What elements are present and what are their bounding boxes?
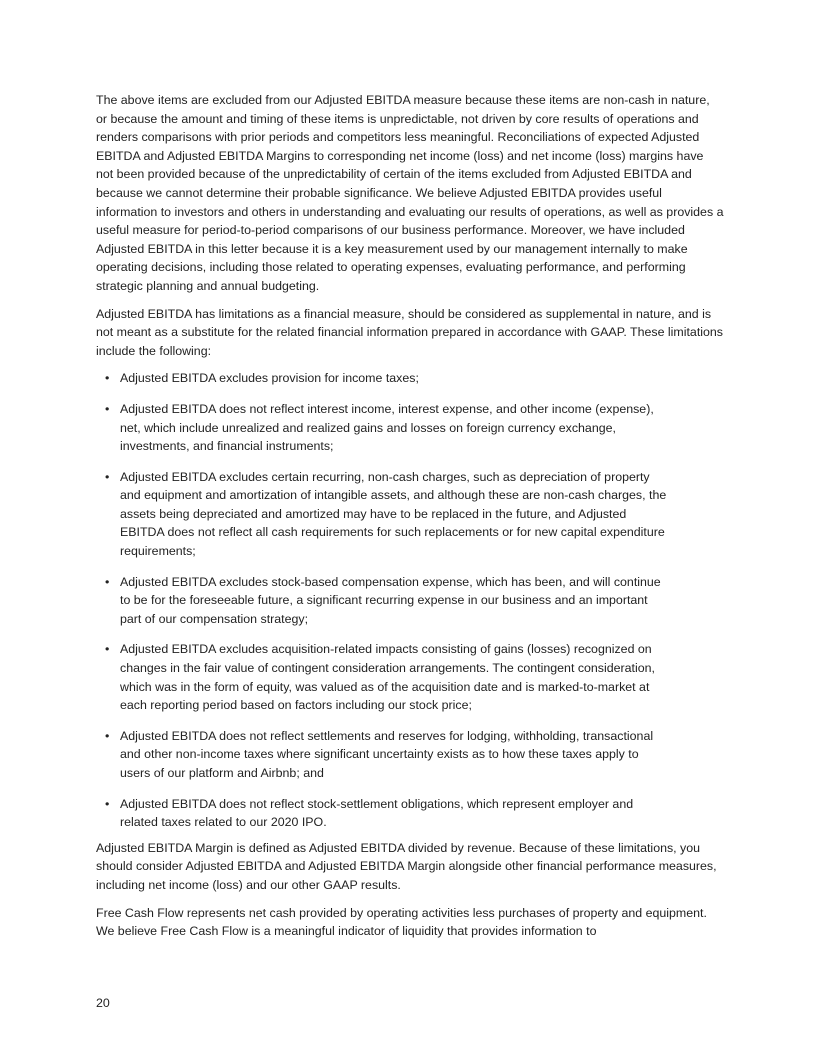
- paragraph-limitations-intro: Adjusted EBITDA has limitations as a financial measure, should be considered as supplemental in nature, and is not meant as a substitute for the related financial information prepared in accordance with GAAP. These limitations include the following:: [96, 306, 723, 358]
- list-item-text: Adjusted EBITDA does not reflect stock-settlement obligations, which represent employer and related taxes related to our 2020 IPO.: [120, 796, 634, 830]
- paragraph-exclusions: The above items are excluded from our Adjusted EBITDA measure because these items are non-cash in nature, or because the amount and timing of these items is unpredictable, not driven by core results of operations and renders comparisons with prior periods and competitors less meaningful. Reconciliations of expected Adjusted EBITDA and Adjusted EBITDA Margins to corresponding net income (loss) and net income (loss) margins have not been provided because of the unpredictability of certain of the items excluded from Adjusted EBITDA and because we cannot determine their probable significance. We believe Adjusted EBITDA provides useful information to investors and others in understanding and evaluating our results of operations, as well as provides a useful measure for period-to-period comparisons of our business performance. Moreover, we have included Adjusted EBITDA in this letter because it is a key measurement used by our management internally to make operating decisions, including those related to operating expenses, evaluating performance, and performing strategic planning and annual budgeting.: [96, 93, 724, 293]
- list-item: [96, 640, 668, 714]
- document-body: [96, 91, 724, 950]
- list-item: [96, 727, 668, 783]
- limitations-list: [96, 369, 724, 831]
- bullet-marker: •: [105, 371, 110, 386]
- page-number: 20: [96, 996, 110, 1010]
- bullet-marker: •: [105, 796, 110, 811]
- bullet-marker: •: [105, 642, 110, 657]
- list-item: [96, 369, 668, 388]
- list-item: [96, 573, 668, 629]
- list-item-text: Adjusted EBITDA excludes acquisition-related impacts consisting of gains (losses) recognized on changes in the fair value of contingent consideration arrangements. The contingent consideration, which was in the form of equity, was valued as of the acquisition date and is marked-to-market at each reporting period based on factors including our stock price;: [120, 642, 655, 713]
- bullet-marker: •: [105, 574, 110, 589]
- list-item-text: Adjusted EBITDA excludes provision for income taxes;: [120, 371, 419, 386]
- list-item-text: Adjusted EBITDA excludes certain recurring, non-cash charges, such as depreciation of property and equipment and amortization of intangible assets, and although these are non-cash charges, the assets being depreciated and amortized may have to be replaced in the future, and Adjusted EBITDA does not reflect all cash requirements for such replacements or for new capital expenditure requirements;: [120, 469, 667, 559]
- list-item-text: Adjusted EBITDA does not reflect interest income, interest expense, and other income (expense), net, which include unrealized and realized gains and losses on foreign currency exchange, investments, and financial instruments;: [120, 401, 654, 454]
- bullet-marker: •: [105, 728, 110, 743]
- list-item-text: Adjusted EBITDA excludes stock-based compensation expense, which has been, and will continue to be for the foreseeable future, a significant recurring expense in our business and an important part of our compensation strategy;: [120, 574, 661, 626]
- list-item-text: Adjusted EBITDA does not reflect settlements and reserves for lodging, withholding, transactional and other non-income taxes where significant uncertainty exists as to how these taxes apply to users of our platform and Airbnb; and: [120, 728, 654, 780]
- list-item: [96, 400, 668, 456]
- bullet-marker: •: [105, 469, 110, 484]
- list-item: [96, 795, 668, 832]
- paragraph-free-cash-flow: Free Cash Flow represents net cash provided by operating activities less purchases of property and equipment. We believe Free Cash Flow is a meaningful indicator of liquidity that provides information to: [96, 905, 707, 939]
- paragraph-ebitda-margin: Adjusted EBITDA Margin is defined as Adjusted EBITDA divided by revenue. Because of these limitations, you should consider Adjusted EBITDA and Adjusted EBITDA Margin alongside other financial performance measures, including net income (loss) and our other GAAP results.: [96, 840, 717, 892]
- bullet-marker: •: [105, 401, 110, 416]
- list-item: [96, 468, 668, 561]
